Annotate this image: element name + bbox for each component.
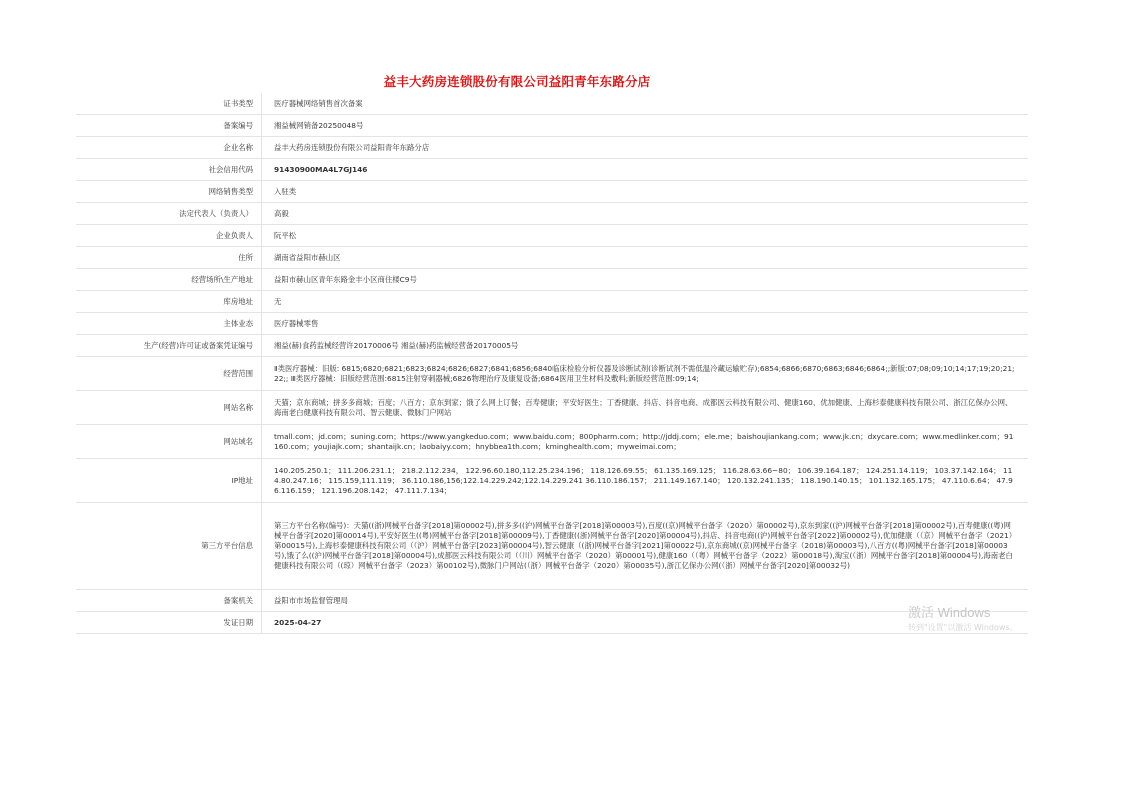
field-value-sales-type: 入驻类: [262, 181, 1029, 203]
table-row: [76, 459, 1028, 503]
field-label-scope: 经营范围: [76, 357, 262, 391]
field-value-ip: 140.205.250.1； 111.206.231.1； 218.2.112.234， 122.96.60.180,112.25.234.196； 118.126.69.55； 61.135.169.125； 116.28.63.66~80； 106.39.164.187； 124.251.14.119； 103.37.142.164； 114.80.247.16； 115.159,111.119； 36.110.186,156;122.14.229.242;122.14.229.241 36.110.186.157； 211.149.167.140； 120.132.241.135； 118.190.140.15； 101.132.165.175； 47.110.6.64； 47.96.116.159； 121.196.208.142； 47.111.7.134；: [262, 459, 1029, 503]
table-row: [76, 137, 1028, 159]
field-label-cert-type: 证书类型: [76, 93, 262, 115]
field-value-license-no: 湘益(赫)食药监械经营许20170006号 湘益(赫)药监械经营备20170005号: [262, 335, 1029, 357]
table-row: [76, 357, 1028, 391]
field-label-domain: 网站域名: [76, 425, 262, 459]
field-label-address: 住所: [76, 247, 262, 269]
field-value-site-name: 天猫；京东商城；拼多多商城；百度；八百方；京东到家；饿了么网上订餐；百寿健康；平安好医生；丁香健康、抖店、抖音电商、成都医云科技有限公司、健康160、优加健康、上海杉泰健康科技有限公司、浙江亿保办公网、海南老白健康科技有限公司、智云健康、微脉门户网站: [262, 391, 1029, 425]
field-label-warehouse: 库房地址: [76, 291, 262, 313]
field-value-legal-rep: 高毅: [262, 203, 1029, 225]
field-value-third-party: 第三方平台名称(编号)：天猫((浙)网械平台备字[2018]第00002号),拼多多((沪)网械平台备字[2018]第00003号),百度((京)网械平台备字（2020）第00002号),京东到家((沪)网械平台备字[2018]第00002号),百寿健康((粤)网械平台备字[2020]第00014号),平安好医生((粤)网械平台备字[2018]第00009号),丁香健康((浙)网械平台备字[2020]第00004号),抖店、抖音电商((沪)网械平台备字[2022]第00002号),优加健康（（京）网械平台备字（2021）第00015号),上海杉泰健康科技有限公司（（沪）网械平台备字[2023]第00004号),智云健康（(浙)网械平台备字[2021]第00022号),京东商城((京)网械平台备字（2018)第00003号),八百方((粤)网械平台备字[2018]第00003号),饿了么((沪)网械平台备字[2018]第00004号),成都医云科技有限公司（（川）网械平台备字（2020）第00001号),健康160（（粤）网械平台备字（2022）第00018号),淘宝(（浙）网械平台备字[2018]第00004号),海南老白健康科技有限公司（(琼）网械平台备字（2023）第00102号),微脉门户网站(（浙）网械平台备字（2020）第00035号),浙江亿保办公网(（浙）网械平台备字[2020]第00032号): [262, 503, 1029, 590]
table-row: [76, 291, 1028, 313]
field-label-license-no: 生产(经营)许可证或备案凭证编号: [76, 335, 262, 357]
table-row: [76, 503, 1028, 590]
field-label-authority: 备案机关: [76, 590, 262, 612]
table-row: [76, 93, 1028, 115]
field-label-record-no: 备案编号: [76, 115, 262, 137]
field-label-legal-rep: 法定代表人（负责人）: [76, 203, 262, 225]
field-value-business-address: 益阳市赫山区青年东路金丰小区商住楼C9号: [262, 269, 1029, 291]
field-label-third-party: 第三方平台信息: [76, 503, 262, 590]
field-label-issue-date: 发证日期: [76, 612, 262, 634]
table-row: [76, 159, 1028, 181]
field-value-credit-code: 91430900MA4L7GJ146: [262, 159, 1029, 181]
field-value-main-business: 医疗器械零售: [262, 313, 1029, 335]
field-value-issue-date: 2025-04-27: [262, 612, 1029, 634]
table-row: [76, 612, 1028, 634]
field-label-main-business: 主体业态: [76, 313, 262, 335]
table-row: [76, 425, 1028, 459]
activation-watermark: 激活 Windows: [908, 605, 991, 620]
table-row: [76, 225, 1028, 247]
table-row: [76, 269, 1028, 291]
field-value-scope: Ⅱ类医疗器械：旧版: 6815;6820;6821;6823;6824;6826;6827;6841;6856;6840临床检验分析仪器及诊断试剂(诊断试剂不需低温冷藏运输贮存);6854;6866;6870;6863;6846;6864;;新版:07;08;09;10;14;17;19;20;21;22;; Ⅲ类医疗器械：旧版经营范围:6815注射穿刺器械;6826物理治疗及康复设备;6864医用卫生材料及敷料;新版经营范围:09;14;: [262, 357, 1029, 391]
table-row: [76, 335, 1028, 357]
field-value-record-no: 湘益械网销备20250048号: [262, 115, 1029, 137]
field-label-credit-code: 社会信用代码: [76, 159, 262, 181]
field-label-company-name: 企业名称: [76, 137, 262, 159]
activation-watermark-sub: 转到"设置"以激活 Windows。: [908, 623, 1018, 632]
table-row: [76, 115, 1028, 137]
field-value-authority: 益阳市市场监督管理局: [262, 590, 1029, 612]
field-value-warehouse: 无: [262, 291, 1029, 313]
field-label-business-address: 经营场所\生产地址: [76, 269, 262, 291]
field-value-company-name: 益丰大药房连锁股份有限公司益阳青年东路分店: [262, 137, 1029, 159]
field-value-domain: tmall.com；jd.com；suning.com；https://www.yangkeduo.com；www.baidu.com；800pharm.com；http://jddj.com；ele.me；baishoujiankang.com；www.jk.cn；dxycare.com；www.medlinker.com；91160.com；youjiajk.com；shantaijk.cn；laobaiyy.com；hnybbea1th.com；kminghealth.com；myweimai.com；: [262, 425, 1029, 459]
table-row: [76, 247, 1028, 269]
page-title: 益丰大药房连锁股份有限公司益阳青年东路分店: [383, 74, 651, 89]
table-row: [76, 203, 1028, 225]
record-table: [76, 93, 1028, 634]
table-row: [76, 313, 1028, 335]
field-value-address: 湖南省益阳市赫山区: [262, 247, 1029, 269]
table-row: [76, 391, 1028, 425]
field-label-ip: IP地址: [76, 459, 262, 503]
table-row: [76, 181, 1028, 203]
field-value-person-in-charge: 阮平松: [262, 225, 1029, 247]
field-label-person-in-charge: 企业负责人: [76, 225, 262, 247]
field-label-sales-type: 网络销售类型: [76, 181, 262, 203]
field-label-site-name: 网站名称: [76, 391, 262, 425]
field-value-cert-type: 医疗器械网络销售首次备案: [262, 93, 1029, 115]
table-row: [76, 590, 1028, 612]
